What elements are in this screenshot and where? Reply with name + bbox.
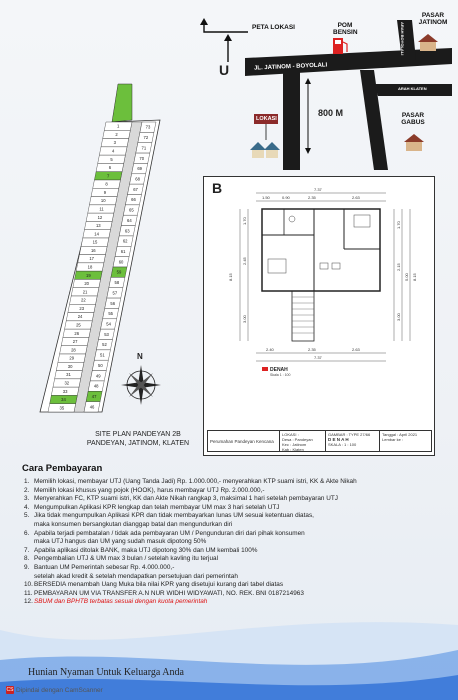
lot-number: 60 <box>118 259 124 265</box>
lot-number: 51 <box>100 352 105 358</box>
payment-terms <box>22 463 442 607</box>
lot-number: 3 <box>113 140 117 146</box>
payment-item <box>22 521 442 530</box>
lot-number: 10 <box>100 198 106 204</box>
payment-item-text: BERSEDIA menambah Uang Muka bila nilai KPR yang disetujui kurang dari tabel diatas <box>34 581 284 589</box>
dim-left-c: 3.00 <box>242 315 247 323</box>
payment-item-text: Menyerahkan FC, KTP suami istri, KK dan Akte Nikah rangkap 3, maksimal 1 hari setelah pembayaran UTJ <box>34 495 338 503</box>
floor-plan-letter: B <box>212 180 223 196</box>
pasar-jatinom-label: PASAR JATINOM <box>418 12 448 26</box>
site-plan-caption <box>68 430 208 448</box>
payment-item-number: 8. <box>24 555 30 563</box>
lot-number: 66 <box>131 197 136 203</box>
payment-item-number: 2. <box>24 486 30 494</box>
lot-number: 61 <box>120 248 126 254</box>
lot-number: 71 <box>141 145 147 151</box>
payment-item-text: Memilih lokasi khusus yang pojok (HOOK), harus membayar UTJ Rp. 2.000.000,- <box>34 486 265 494</box>
lot-number: 46 <box>89 404 95 410</box>
road-name-label: JL. JATINOM - BOYOLALI <box>253 62 328 72</box>
payment-item-number: 6. <box>24 529 30 537</box>
lot-number: 67 <box>133 186 138 192</box>
floor-plan-drawing <box>204 177 436 457</box>
tb-location: LOKASI : Desa : Pandeyan Kec : Jatinom Kab : Klaten <box>280 431 326 451</box>
lot-number: 9 <box>103 189 107 195</box>
dim-bottom-c: 2.63 <box>352 347 360 352</box>
lot-number: 20 <box>84 281 90 287</box>
watermark-text: Dipindai dengan CamScanner <box>16 686 103 694</box>
dim-right-d: 5.00 <box>404 273 409 281</box>
lot-number: 17 <box>89 256 94 262</box>
dim-bottom-a: 2.40 <box>266 347 274 352</box>
lot-number: 49 <box>95 373 101 379</box>
tb-date: Tanggal : April 2021 Lembar ke : <box>382 432 418 442</box>
payment-item <box>22 590 442 599</box>
lot-number: 32 <box>64 380 70 386</box>
payment-item <box>22 555 442 564</box>
lot-number: 24 <box>77 314 83 320</box>
payment-item-text: maka konsumen bersangkutan dianggap batal dan mengundurkan diri <box>34 520 233 528</box>
lokasi-label: LOKASI <box>256 116 277 122</box>
north-indicator: U <box>219 62 230 78</box>
payment-item <box>22 530 442 539</box>
site-plan-title: SITE PLAN PANDEYAN 2B <box>95 431 181 438</box>
payment-item-text: setelah akad kredit & setelah mendapatkan persetujuan dari pemerintah <box>34 572 238 580</box>
slogan: Hunian Nyaman Untuk Keluarga Anda <box>28 667 184 678</box>
dim-left-total: 8.15 <box>228 273 233 281</box>
lot-number: 6 <box>108 165 112 171</box>
payment-item-text: Mengumpulkan Aplikasi KPR lengkap dan telah membayar UM max 3 hari setelah UTJ <box>34 503 280 511</box>
lot-number: 16 <box>90 247 96 253</box>
floor-plan-panel <box>203 176 435 456</box>
payment-item-text: maka UTJ hangus dan UM yang sudah masuk dipotong 50% <box>34 538 207 546</box>
dim-right-a: 1.70 <box>396 221 401 229</box>
lot-number: 25 <box>76 322 81 328</box>
payment-item <box>22 547 442 556</box>
payment-item-number: 11. <box>24 589 33 597</box>
lot-number: 53 <box>104 331 109 337</box>
payment-item-number: 7. <box>24 546 30 554</box>
road-direction-label: ARAH BOYOLALI <box>400 22 405 56</box>
plan-scale: Skala 1 : 100 <box>270 373 291 377</box>
payment-item <box>22 573 442 582</box>
compass-north-label: N <box>137 352 143 361</box>
lot-number: 33 <box>62 388 68 394</box>
plan-label: DENAH <box>270 367 288 373</box>
dim-left-b: 2.45 <box>242 257 247 265</box>
payment-item <box>22 512 442 521</box>
lot-number: 18 <box>87 264 93 270</box>
payment-item-number <box>22 573 34 582</box>
lot-number: 8 <box>105 181 108 187</box>
dim-bottom-total: 7.37 <box>314 355 322 360</box>
lot-number: 5 <box>110 156 113 162</box>
scanner-watermark <box>6 686 103 694</box>
distance-label: 800 M <box>318 108 344 118</box>
dim-top-c: 2.35 <box>308 195 316 200</box>
lot-number: 4 <box>112 148 115 154</box>
lot-number: 55 <box>108 311 114 317</box>
payment-item-text: Apabila terjadi pembatalan / tidak ada pembayaran UM / Pengunduran diri dari pihak konsumen <box>34 529 305 537</box>
payment-item-text: Jika tidak mengumpulkan Aplikasi KPR dan tidak membayarkan lunas UM sesuai ketentuan diatas, <box>34 512 314 520</box>
lot-number: 13 <box>95 223 101 229</box>
lot-number: 22 <box>81 297 86 303</box>
lot-number: 7 <box>107 173 110 179</box>
dim-right-total: 8.15 <box>412 273 417 281</box>
compass-rose-icon <box>121 365 161 405</box>
payment-item-text: PEMBAYARAN UM VIA TRANSFER A.N NUR WIDHI WIDYAWATI, NO. REK. BNI 0187214963 <box>34 589 304 597</box>
lot-number: 68 <box>135 176 140 182</box>
lot-number: 21 <box>82 289 88 295</box>
dim-top-a: 1.50 <box>262 195 270 200</box>
lot-number: 72 <box>143 135 149 141</box>
payment-item-number: 12. <box>24 598 33 606</box>
dim-top-b: 0.90 <box>282 195 290 200</box>
dim-right-c: 3.00 <box>396 313 401 321</box>
payment-item-number: 10. <box>24 581 33 589</box>
payment-item <box>22 581 442 590</box>
payment-item-text: Bantuan UM Pemerintah sebesar Rp. 4.000.000,- <box>34 563 175 571</box>
drawing-title-block <box>207 430 432 452</box>
lot-number: 23 <box>79 305 85 311</box>
payment-item-number: 4. <box>24 503 30 511</box>
lot-number: 35 <box>59 405 65 411</box>
lot-number: 28 <box>71 347 76 353</box>
payment-item-text: Memilih lokasi, membayar UTJ (Uang Tanda Jadi) Rp. 1.000.000,- menyerahkan KTP suami istri, KK & Akte Nikah <box>34 478 357 485</box>
camscanner-icon: CS <box>6 687 14 693</box>
lot-number: 73 <box>145 124 151 130</box>
lot-number: 48 <box>93 383 99 389</box>
tb-drawing: GAMBAR : TYPE 27/66 D E N A H SKALA : 1 : 100 <box>326 431 380 451</box>
payment-item-number: 9. <box>24 563 30 571</box>
payment-item-text: Apabila aplikasi ditolak BANK, maka UTJ dipotong 30% dan UM kembali 100% <box>34 546 258 554</box>
lot-number: 58 <box>114 280 120 286</box>
dim-top-total: 7.37 <box>314 187 322 192</box>
payment-item-number: 3. <box>24 495 30 503</box>
pom-bensin-label: POM BENSIN <box>333 22 358 36</box>
dim-left-a: 1.70 <box>242 217 247 225</box>
payment-item <box>22 564 442 573</box>
lot-number: 29 <box>69 355 75 361</box>
lot-number: 57 <box>112 290 118 296</box>
lot-number: 26 <box>74 330 80 336</box>
lot-number: 2 <box>115 131 118 137</box>
lot-number: 52 <box>102 342 107 348</box>
site-plan-subtitle: PANDEYAN, JATINOM, KLATEN <box>86 440 190 447</box>
pasar-gabus-label: PASAR GABUS <box>401 112 425 126</box>
payment-item <box>22 504 442 513</box>
lot-number: 19 <box>86 272 91 278</box>
lot-number: 54 <box>106 321 111 327</box>
dim-top-d: 2.63 <box>352 195 360 200</box>
tb-company: Perumahan Pandeyan Kencana <box>208 431 280 451</box>
payment-item <box>22 598 442 607</box>
lot-number: 62 <box>122 238 128 244</box>
lot-number: 56 <box>110 300 116 306</box>
lot-number: 50 <box>97 362 103 368</box>
lot-number: 31 <box>66 372 71 378</box>
lot-number: 59 <box>116 269 122 275</box>
payment-title: Cara Pembayaran <box>22 463 103 474</box>
payment-item <box>22 478 442 487</box>
payment-item <box>22 538 442 547</box>
payment-item-number: 5. <box>24 512 30 520</box>
lot-number: 63 <box>124 228 130 234</box>
lot-number: 1 <box>116 123 120 129</box>
dim-bottom-b: 2.35 <box>308 347 316 352</box>
payment-item-number <box>22 521 34 530</box>
lot-number: 65 <box>129 207 134 213</box>
lot-number: 34 <box>61 397 66 403</box>
payment-item-text: Pengembalian UTJ & UM max 3 bulan / setelah kavling itu terjual <box>34 555 218 563</box>
lot-number: 14 <box>94 231 99 237</box>
lot-number: 70 <box>139 155 145 161</box>
lot-number: 47 <box>91 393 97 399</box>
peta-lokasi-label: PETA LOKASI <box>252 24 295 31</box>
lot-number: 15 <box>92 239 98 245</box>
payment-item <box>22 487 442 496</box>
payment-list <box>22 478 442 607</box>
payment-item-number: 1. <box>24 478 30 485</box>
road-direction-label: ARAH KLATEN <box>398 86 427 91</box>
payment-item <box>22 495 442 504</box>
lot-number: 12 <box>97 214 103 220</box>
lot-number: 11 <box>99 206 104 212</box>
lot-number: 64 <box>126 217 132 223</box>
payment-item-text: SBUM dan BPHTB terbatas sesuai dengan kuota pemerintah <box>34 598 208 606</box>
lot-number: 30 <box>67 363 73 369</box>
dim-right-b: 2.15 <box>396 263 401 271</box>
lot-number: 27 <box>72 339 78 345</box>
payment-item-number <box>22 538 34 547</box>
lot-number: 69 <box>137 166 143 172</box>
